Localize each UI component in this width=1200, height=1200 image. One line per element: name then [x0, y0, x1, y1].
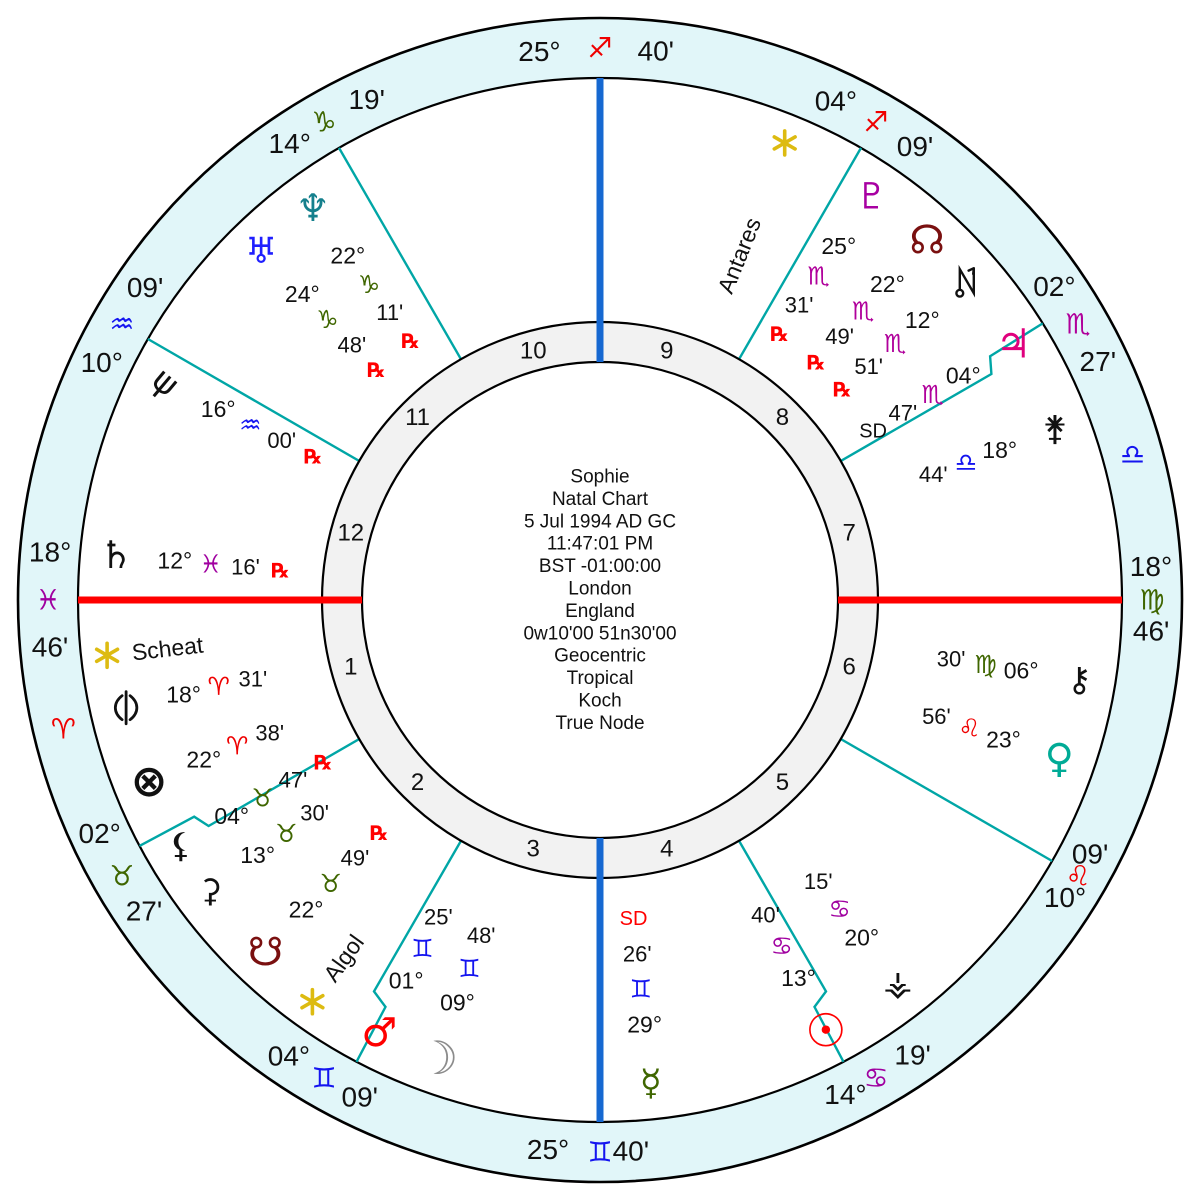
taurus-sign-icon: ♉: [109, 859, 135, 893]
chart-detail-line: Sophie: [570, 466, 630, 488]
house-number-11: 11: [405, 404, 431, 432]
juno-minutes: 44': [918, 462, 948, 488]
capricorn-sign-icon: ♑: [316, 305, 339, 335]
cancer-sign-icon: ♋: [863, 1061, 889, 1095]
chart-detail-line: 5 Jul 1994 AD GC: [523, 511, 677, 533]
juno-icon: ⚵: [1042, 409, 1068, 450]
house-number-2: 2: [410, 768, 425, 796]
pallas-degrees: 16°: [200, 395, 236, 422]
saturn-icon: ♄: [99, 533, 134, 578]
gemini-sign-icon: ♊: [311, 1061, 337, 1095]
venus-degrees: 23°: [986, 726, 1021, 753]
south-node-icon: ☋: [247, 929, 284, 976]
star-label: Scheat: [130, 631, 205, 666]
scorpio-sign-icon: ♏: [1065, 307, 1091, 341]
virgo-sign-icon: ♍: [1139, 583, 1165, 617]
star-label: Antares: [712, 213, 767, 298]
chart-detail-line: England: [565, 600, 635, 622]
cusp-6-degrees: 10°: [1043, 881, 1087, 913]
chart-detail-line: London: [568, 578, 632, 600]
leo-sign-icon: ♌: [958, 713, 981, 743]
saturn-minutes: 16': [231, 554, 260, 580]
scorpio-sign-icon: ♏: [851, 296, 875, 326]
pluto-degrees: 25°: [821, 233, 857, 260]
cancer-sign-icon: ♋: [770, 931, 793, 961]
cusp-4-minutes: 40': [612, 1135, 650, 1167]
lilith-minutes: 47': [278, 767, 308, 793]
moon-icon: ☽: [417, 1031, 459, 1086]
lilith-degrees: 04°: [214, 803, 250, 830]
house-number-6: 6: [842, 653, 856, 681]
moon-minutes: 48': [466, 923, 496, 949]
pallas-motion-flag: ℞: [304, 444, 322, 469]
jupiter-minutes: 47': [888, 400, 918, 426]
chart-detail-line: 11:47:01 PM: [546, 533, 654, 555]
part-of-fortune-minutes: 38': [255, 720, 285, 746]
ceres-degrees: 13°: [240, 842, 276, 869]
capricorn-sign-icon: ♑: [311, 105, 337, 139]
house-number-5: 5: [775, 768, 790, 796]
lilith-motion-flag: ℞: [314, 750, 333, 775]
cusp-12-minutes: 09': [126, 271, 164, 303]
north-node-minutes: 49': [825, 324, 854, 350]
sun-icon: ☉: [805, 1003, 847, 1058]
cusp-7-minutes: 46': [1132, 615, 1170, 647]
hygiea-degrees: 18°: [166, 681, 202, 708]
cusp-5-minutes: 19': [894, 1039, 931, 1071]
scorpio-sign-icon: ♏: [807, 261, 830, 291]
cancer-sign-icon: ♋: [828, 894, 851, 924]
pholus-motion-flag: ℞: [833, 377, 852, 402]
south-node-minutes: 49': [340, 845, 370, 871]
cusp-11-minutes: 19': [348, 84, 385, 116]
cusp-9-degrees: 04°: [814, 85, 858, 117]
aries-sign-icon: ♈: [207, 672, 230, 702]
aquarius-sign-icon: ♒: [239, 410, 262, 440]
pisces-sign-icon: ♓: [35, 583, 61, 617]
pluto-motion-flag: ℞: [770, 321, 789, 346]
house-number-8: 8: [775, 404, 790, 432]
star-label: Algol: [318, 929, 370, 987]
cusp-7-degrees: 18°: [1129, 550, 1173, 582]
cusp-10-minutes: 40': [637, 35, 675, 67]
part-of-fortune-degrees: 22°: [186, 746, 222, 773]
mercury-motion-flag: SD: [619, 908, 648, 931]
cusp-8-minutes: 27': [1079, 345, 1117, 377]
sagittarius-sign-icon: ♐: [587, 31, 613, 65]
ceres-minutes: 30': [300, 800, 329, 826]
cusp-8-degrees: 02°: [1033, 271, 1076, 303]
taurus-sign-icon: ♉: [251, 783, 274, 813]
cusp-2-minutes: 27': [125, 895, 163, 927]
mercury-icon: ☿: [639, 1062, 662, 1104]
cusp-label-house-10: [518, 32, 674, 67]
chart-detail-line: Natal Chart: [551, 488, 649, 510]
taurus-sign-icon: ♉: [275, 819, 298, 849]
mars-minutes: 25': [424, 904, 453, 930]
moon-degrees: 09°: [440, 989, 475, 1016]
neptune-motion-flag: ℞: [401, 328, 420, 353]
saturn-motion-flag: ℞: [271, 558, 290, 583]
north-node-motion-flag: ℞: [807, 350, 826, 375]
mars-degrees: 01°: [388, 967, 424, 994]
cusp-6-minutes: 09': [1071, 838, 1109, 870]
house-number-12: 12: [337, 519, 365, 547]
cusp-5-degrees: 14°: [824, 1078, 867, 1110]
neptune-minutes: 11': [376, 300, 404, 326]
cusp-11-degrees: 14°: [268, 127, 311, 159]
libra-sign-icon: ♎: [954, 447, 978, 477]
cusp-3-minutes: 09': [341, 1081, 379, 1113]
uranus-motion-flag: ℞: [367, 357, 386, 382]
chart-detail-line: True Node: [555, 712, 645, 734]
house-number-9: 9: [660, 337, 674, 365]
jupiter-motion-flag: SD: [859, 420, 888, 443]
cusp-9-minutes: 09': [896, 131, 934, 163]
gemini-sign-icon: ♊: [629, 974, 653, 1004]
aries-sign-icon: ♈: [50, 712, 76, 746]
mars-icon: ♂: [361, 1010, 398, 1057]
scorpio-sign-icon: ♏: [921, 380, 944, 410]
jupiter-icon: ♃: [995, 321, 1032, 368]
vesta-icon: ⚶: [883, 964, 913, 1005]
vesta-minutes: 15': [803, 868, 833, 894]
cusp-label-house-4: [527, 1134, 649, 1168]
house-number-1: 1: [344, 653, 358, 681]
cusp-3-degrees: 04°: [267, 1040, 311, 1072]
juno-degrees: 18°: [982, 436, 1018, 463]
chart-detail-line: 0w10'00 51n30'00: [523, 623, 677, 645]
neptune-degrees: 22°: [330, 242, 366, 269]
sagittarius-sign-icon: ♐: [863, 105, 889, 139]
cusp-2-degrees: 02°: [78, 817, 121, 849]
cusp-1-degrees: 18°: [28, 536, 72, 568]
pallas-minutes: 00': [267, 428, 297, 454]
part-of-fortune-icon: ⊗: [130, 755, 168, 807]
pisces-sign-icon: ♓: [199, 549, 222, 579]
jupiter-degrees: 04°: [945, 362, 981, 389]
uranus-degrees: 24°: [284, 280, 320, 307]
virgo-sign-icon: ♍: [974, 650, 997, 680]
north-node-degrees: 22°: [869, 271, 905, 298]
pluto-minutes: 31': [784, 292, 814, 318]
pluto-icon: ♇: [855, 176, 888, 218]
capricorn-sign-icon: ♑: [357, 269, 381, 299]
chart-detail-line: Geocentric: [554, 645, 646, 667]
uranus-icon: ♅: [245, 231, 278, 273]
chiron-minutes: 30': [936, 646, 966, 672]
lilith-icon: ⚸: [168, 825, 194, 866]
taurus-sign-icon: ♉: [319, 869, 343, 899]
cusp-12-degrees: 10°: [80, 346, 123, 378]
chart-detail-line: Koch: [578, 690, 622, 712]
pallas-icon: ψ: [143, 359, 187, 405]
mercury-degrees: 29°: [627, 1011, 663, 1038]
south-node-motion-flag: ℞: [370, 820, 389, 845]
hygiea-minutes: 31': [238, 666, 268, 692]
sun-degrees: 13°: [781, 965, 816, 992]
venus-minutes: 56': [922, 703, 951, 729]
saturn-degrees: 12°: [157, 547, 193, 574]
vesta-degrees: 20°: [844, 924, 880, 951]
ceres-icon: ⚳: [198, 871, 223, 910]
house-number-10: 10: [519, 337, 547, 365]
aquarius-sign-icon: ♒: [109, 307, 135, 341]
sun-minutes: 40': [751, 902, 780, 928]
house-number-4: 4: [660, 835, 674, 863]
cusp-4-degrees: 25°: [526, 1134, 570, 1166]
north-node-icon: ☊: [909, 217, 945, 264]
mercury-minutes: 26': [622, 941, 652, 967]
chiron-degrees: 06°: [1003, 657, 1039, 684]
pholus-degrees: 12°: [904, 306, 940, 333]
chart-detail-line: Tropical: [566, 668, 634, 690]
cusp-10-degrees: 25°: [518, 35, 561, 67]
leo-sign-icon: ♌: [1065, 859, 1091, 893]
house-number-3: 3: [526, 835, 540, 863]
gemini-sign-icon: ♊: [411, 933, 434, 963]
south-node-degrees: 22°: [288, 896, 324, 923]
gemini-sign-icon: ♊: [458, 954, 481, 984]
house-number-7: 7: [842, 519, 856, 547]
chart-detail-line: BST -01:00:00: [538, 556, 662, 578]
uranus-minutes: 48': [337, 332, 367, 358]
scorpio-sign-icon: ♏: [883, 328, 907, 358]
aries-sign-icon: ♈: [226, 731, 249, 761]
libra-sign-icon: ♎: [1119, 437, 1145, 471]
venus-icon: ♀: [1044, 736, 1074, 783]
neptune-icon: ♆: [295, 185, 331, 230]
gemini-sign-icon: ♊: [587, 1135, 613, 1169]
pholus-minutes: 51': [854, 353, 884, 379]
cusp-1-minutes: 46': [31, 631, 69, 663]
chiron-icon: ⚷: [1066, 660, 1092, 701]
